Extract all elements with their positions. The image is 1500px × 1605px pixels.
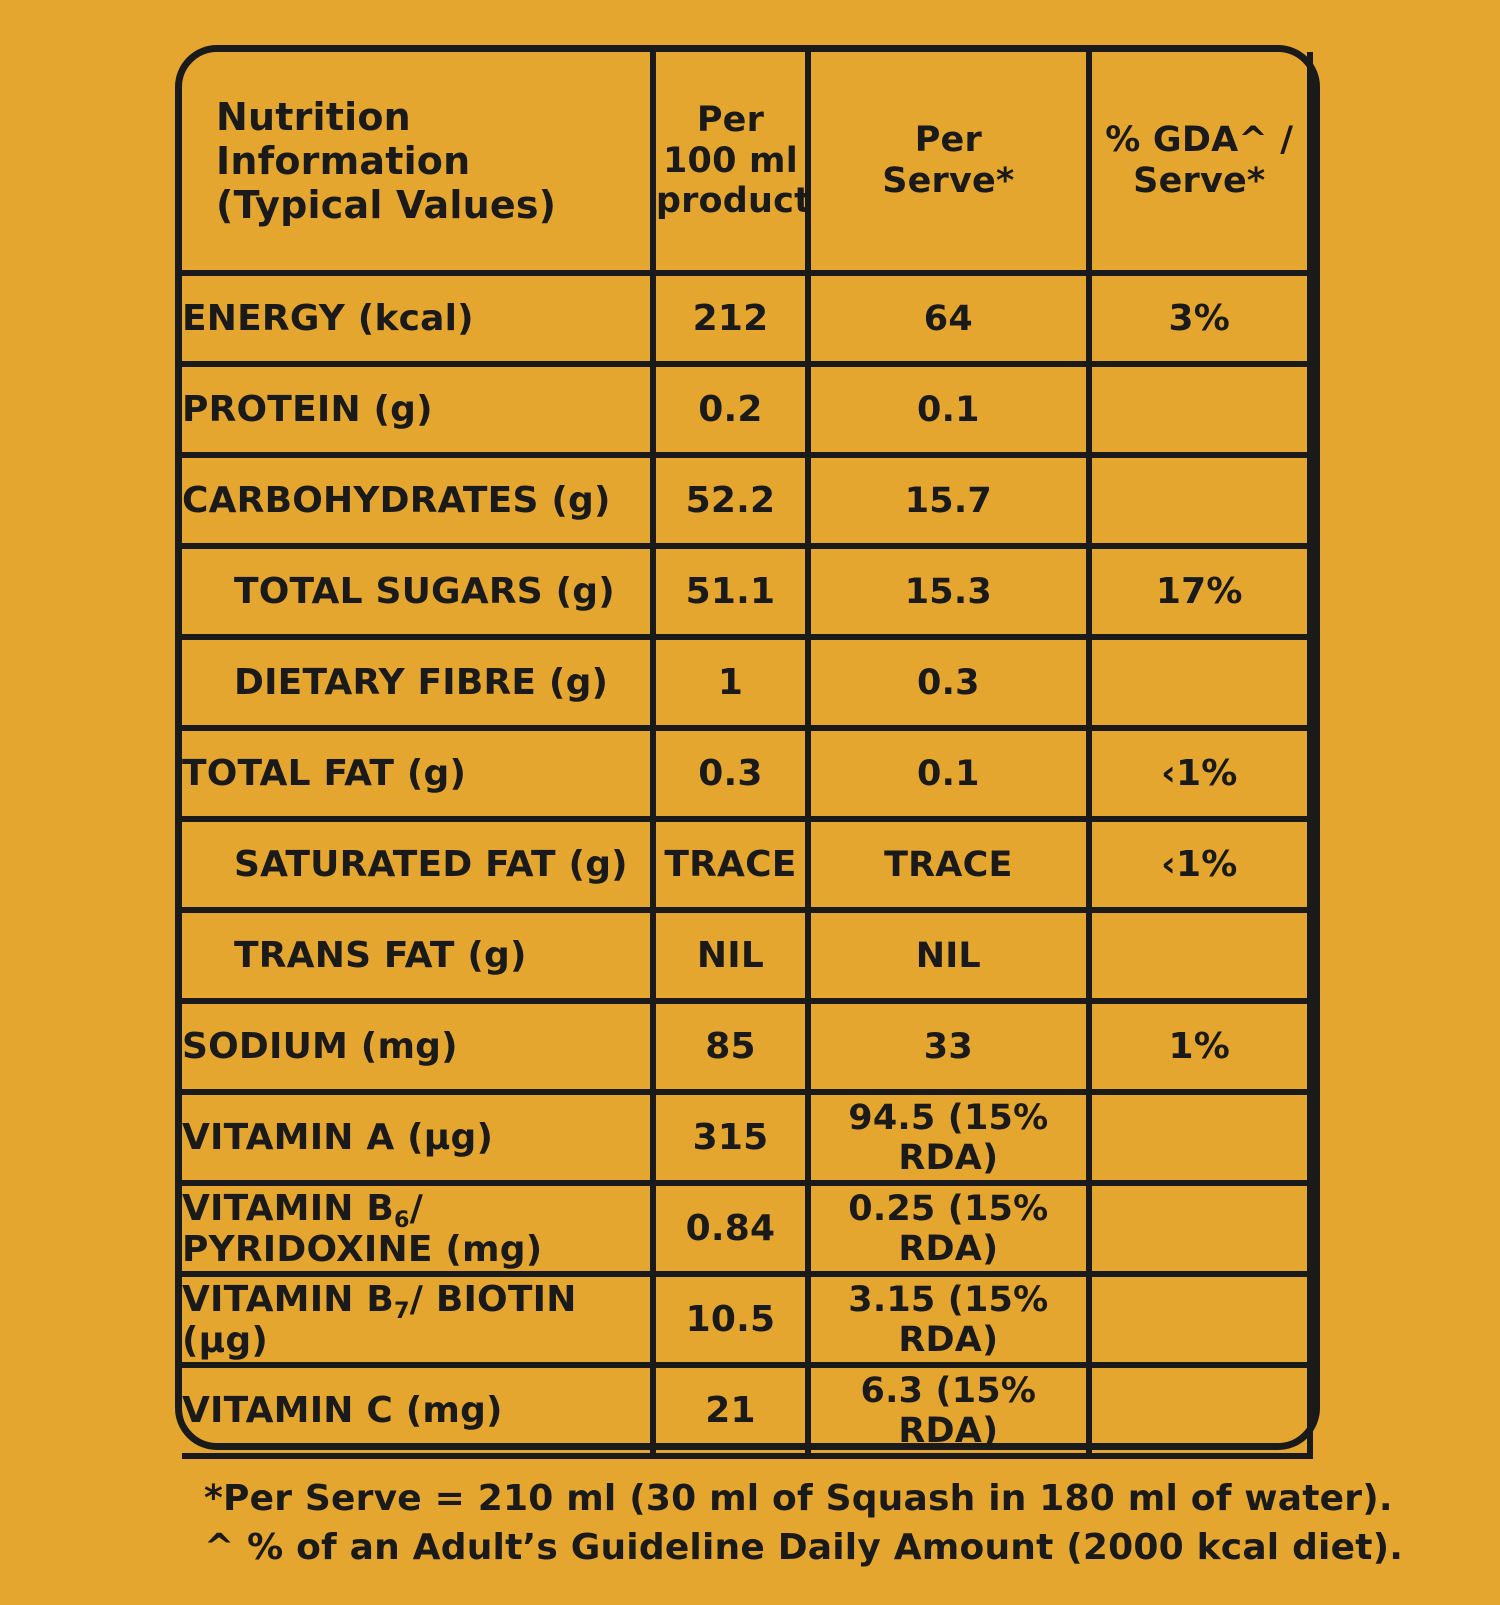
nutrient-label: VITAMIN $B_6/$ PYRIDOXINE (mg) xyxy=(182,1183,653,1274)
value-per-100ml: NIL xyxy=(653,910,808,1001)
value-gda xyxy=(1089,637,1310,728)
value-per-100ml: 10.5 xyxy=(653,1274,808,1365)
nutrient-label: DIETARY FIBRE (g) xyxy=(182,637,653,728)
nutrient-label: SODIUM (mg) xyxy=(182,1001,653,1092)
header-gda-line-2: Serve* xyxy=(1133,161,1266,201)
table-row xyxy=(182,728,1310,819)
value-gda: 1% xyxy=(1089,1001,1310,1092)
nutrient-label: ENERGY (kcal) xyxy=(182,273,653,364)
header-title-line-3: (Typical Values) xyxy=(216,183,557,228)
footnote-serve: *Per Serve = 210 ml (30 ml of Squash in 180 ml of water). xyxy=(204,1478,1393,1519)
value-gda xyxy=(1089,910,1310,1001)
table-row xyxy=(182,1274,1310,1365)
value-gda: ‹1% xyxy=(1089,728,1310,819)
value-per-serve: NIL xyxy=(808,910,1088,1001)
value-per-serve: 0.3 xyxy=(808,637,1088,728)
table-row xyxy=(182,455,1310,546)
nutrient-label: TRANS FAT (g) xyxy=(182,910,653,1001)
table-row xyxy=(182,273,1310,364)
value-per-100ml: 51.1 xyxy=(653,546,808,637)
header-gda-line-1: % GDA^ / xyxy=(1105,120,1294,161)
value-per-serve: 3.15 (15% RDA) xyxy=(808,1274,1088,1365)
table-header-row xyxy=(182,52,1310,273)
value-per-100ml: 85 xyxy=(653,1001,808,1092)
value-per-100ml: 212 xyxy=(653,273,808,364)
value-per-serve: 0.1 xyxy=(808,364,1088,455)
header-per-serve xyxy=(808,52,1088,273)
header-per-100ml-line-2: 100 ml xyxy=(663,140,798,181)
footnotes-row xyxy=(182,1456,1310,1605)
value-per-serve: 6.3 (15% RDA) xyxy=(808,1365,1088,1456)
value-per-100ml: 0.3 xyxy=(653,728,808,819)
value-gda: 3% xyxy=(1089,273,1310,364)
table-row xyxy=(182,364,1310,455)
table-row xyxy=(182,1001,1310,1092)
table-row xyxy=(182,1183,1310,1274)
value-per-serve: 64 xyxy=(808,273,1088,364)
value-per-100ml: 0.84 xyxy=(653,1183,808,1274)
nutrition-information-panel xyxy=(175,45,1404,1568)
header-per-100ml-line-1: Per xyxy=(696,100,765,141)
value-per-100ml: 52.2 xyxy=(653,455,808,546)
header-per-100ml xyxy=(653,52,812,273)
value-gda xyxy=(1089,1274,1310,1365)
value-gda: ‹1% xyxy=(1089,819,1310,910)
value-per-serve: 0.1 xyxy=(808,728,1088,819)
header-per-serve-line-2: Serve* xyxy=(882,161,1015,201)
table-row xyxy=(182,910,1310,1001)
value-per-serve: TRACE xyxy=(808,819,1088,910)
value-per-100ml: 1 xyxy=(653,637,808,728)
value-gda xyxy=(1089,1092,1310,1183)
value-per-serve: 15.3 xyxy=(808,546,1088,637)
nutrient-label: PROTEIN (g) xyxy=(182,364,653,455)
header-title-line-2: Information xyxy=(216,138,471,183)
value-per-100ml: 315 xyxy=(653,1092,808,1183)
header-title-cell xyxy=(182,52,653,273)
header-gda-per-serve xyxy=(1089,52,1310,273)
nutrient-label: VITAMIN $B_7/$ BIOTIN (µg) xyxy=(182,1274,653,1365)
nutrient-label: VITAMIN C (mg) xyxy=(182,1365,653,1456)
value-gda xyxy=(1089,364,1310,455)
table-row xyxy=(182,819,1310,910)
table-row xyxy=(182,546,1310,637)
nutrient-label: TOTAL FAT (g) xyxy=(182,728,653,819)
value-per-100ml: 21 xyxy=(653,1365,808,1456)
header-per-100ml-line-3: product xyxy=(655,181,812,222)
header-title-line-1: Nutrition xyxy=(216,94,411,139)
value-per-serve: 94.5 (15% RDA) xyxy=(808,1092,1088,1183)
nutrient-label: VITAMIN A (µg) xyxy=(182,1092,653,1183)
nutrition-table xyxy=(182,52,1404,1605)
value-per-100ml: TRACE xyxy=(653,819,808,910)
value-per-serve: 33 xyxy=(808,1001,1088,1092)
table-row xyxy=(182,1092,1310,1183)
value-gda xyxy=(1089,455,1310,546)
value-gda xyxy=(1089,1183,1310,1274)
nutrient-label: SATURATED FAT (g) xyxy=(182,819,653,910)
footnote-gda: ^ % of an Adult’s Guideline Daily Amount (2000 kcal diet). xyxy=(204,1526,1404,1568)
nutrient-label: CARBOHYDRATES (g) xyxy=(182,455,653,546)
value-gda xyxy=(1089,1365,1310,1456)
table-row xyxy=(182,637,1310,728)
value-gda: 17% xyxy=(1089,546,1310,637)
value-per-100ml: 0.2 xyxy=(653,364,808,455)
nutrient-label: TOTAL SUGARS (g) xyxy=(182,546,653,637)
footnotes-cell xyxy=(182,1456,1404,1605)
header-per-serve-line-1: Per xyxy=(914,120,982,161)
value-per-serve: 15.7 xyxy=(808,455,1088,546)
nutrition-table-body xyxy=(182,52,1404,1605)
value-per-serve: 0.25 (15% RDA) xyxy=(808,1183,1088,1274)
table-row xyxy=(182,1365,1310,1456)
